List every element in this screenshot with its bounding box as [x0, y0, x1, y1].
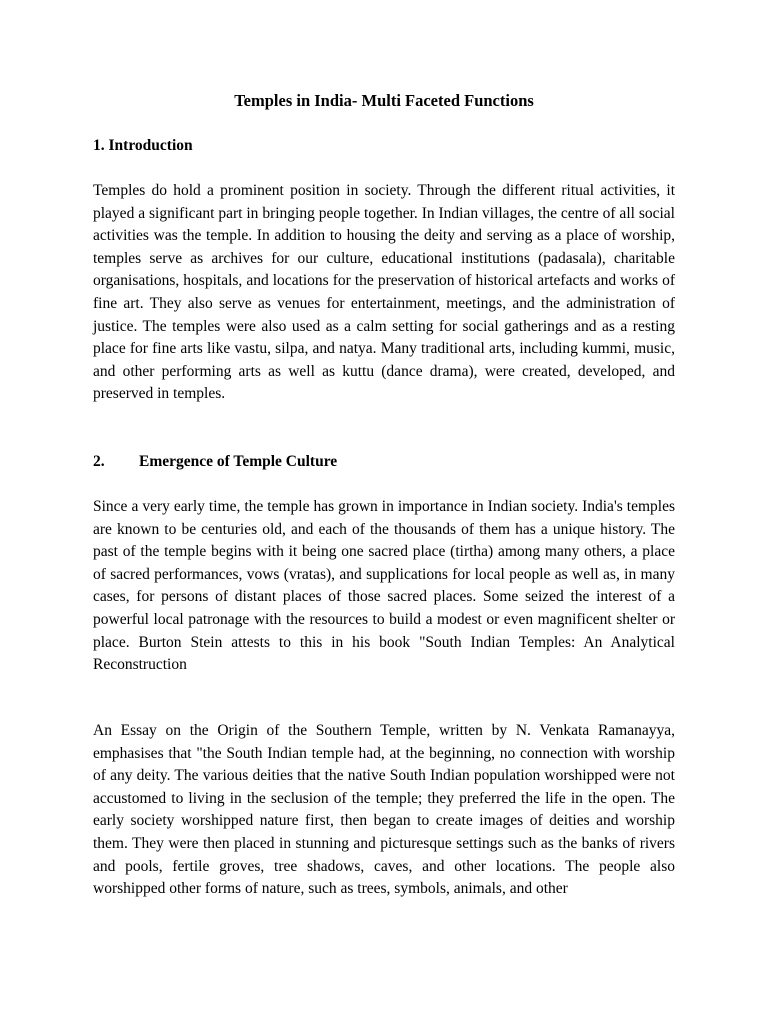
document-title: Temples in India- Multi Faceted Functions [234, 91, 534, 110]
section-heading-text: Emergence of Temple Culture [139, 453, 338, 470]
emergence-paragraph-2: An Essay on the Origin of the Southern Temple, written by N. Venkata Ramanayya, emphasises that "the South Indian temple had, at the beginning, no connection with worship of any deity. The various deities that the native South Indian population worshipped were not accustomed to living in the seclusion of the temple; they preferred the life in the open. The early society worshipped nature first, then began to create images of deities and worship them. They were then placed in stunning and picturesque settings such as the banks of rivers and pools, fertile groves, tree shadows, caves, and other locations. The people also worshipped other forms of nature, such as trees, symbols, animals, and other [93, 722, 675, 898]
introduction-paragraph: Temples do hold a prominent position in society. Through the different ritual activities, it played a significant part in bringing people together. In Indian villages, the centre of all social activities was the temple. In addition to housing the deity and serving as a place of worship, temples serve as archives for our culture, educational institutions (padasala), charitable organisations, hospitals, and locations for the preservation of historical artefacts and works of fine art. They also serve as venues for entertainment, meetings, and the administration of justice. The temples were also used as a calm setting for social gatherings and as a resting place for fine arts like vastu, silpa, and natya. Many traditional arts, including kummi, music, and other performing arts as well as kuttu (dance drama), were created, developed, and preserved in temples. [93, 182, 675, 403]
section-heading-introduction: 1. Introduction [93, 137, 193, 154]
section-heading-emergence [93, 451, 337, 473]
emergence-paragraph-1: Since a very early time, the temple has grown in importance in Indian society. India's temples are known to be centuries old, and each of the thousands of them has a unique history. The past of the temple begins with it being one sacred place (tirtha) among many others, a place of sacred performances, vows (vratas), and supplications for local people as well as, in many cases, for persons of distant places of those sacred places. Some seized the interest of a powerful local patronage with the resources to build a modest or even magnificent shelter or place. Burton Stein attests to this in his book "South Indian Temples: An Analytical Reconstruction [93, 498, 675, 674]
section-number: 2. [93, 453, 105, 470]
